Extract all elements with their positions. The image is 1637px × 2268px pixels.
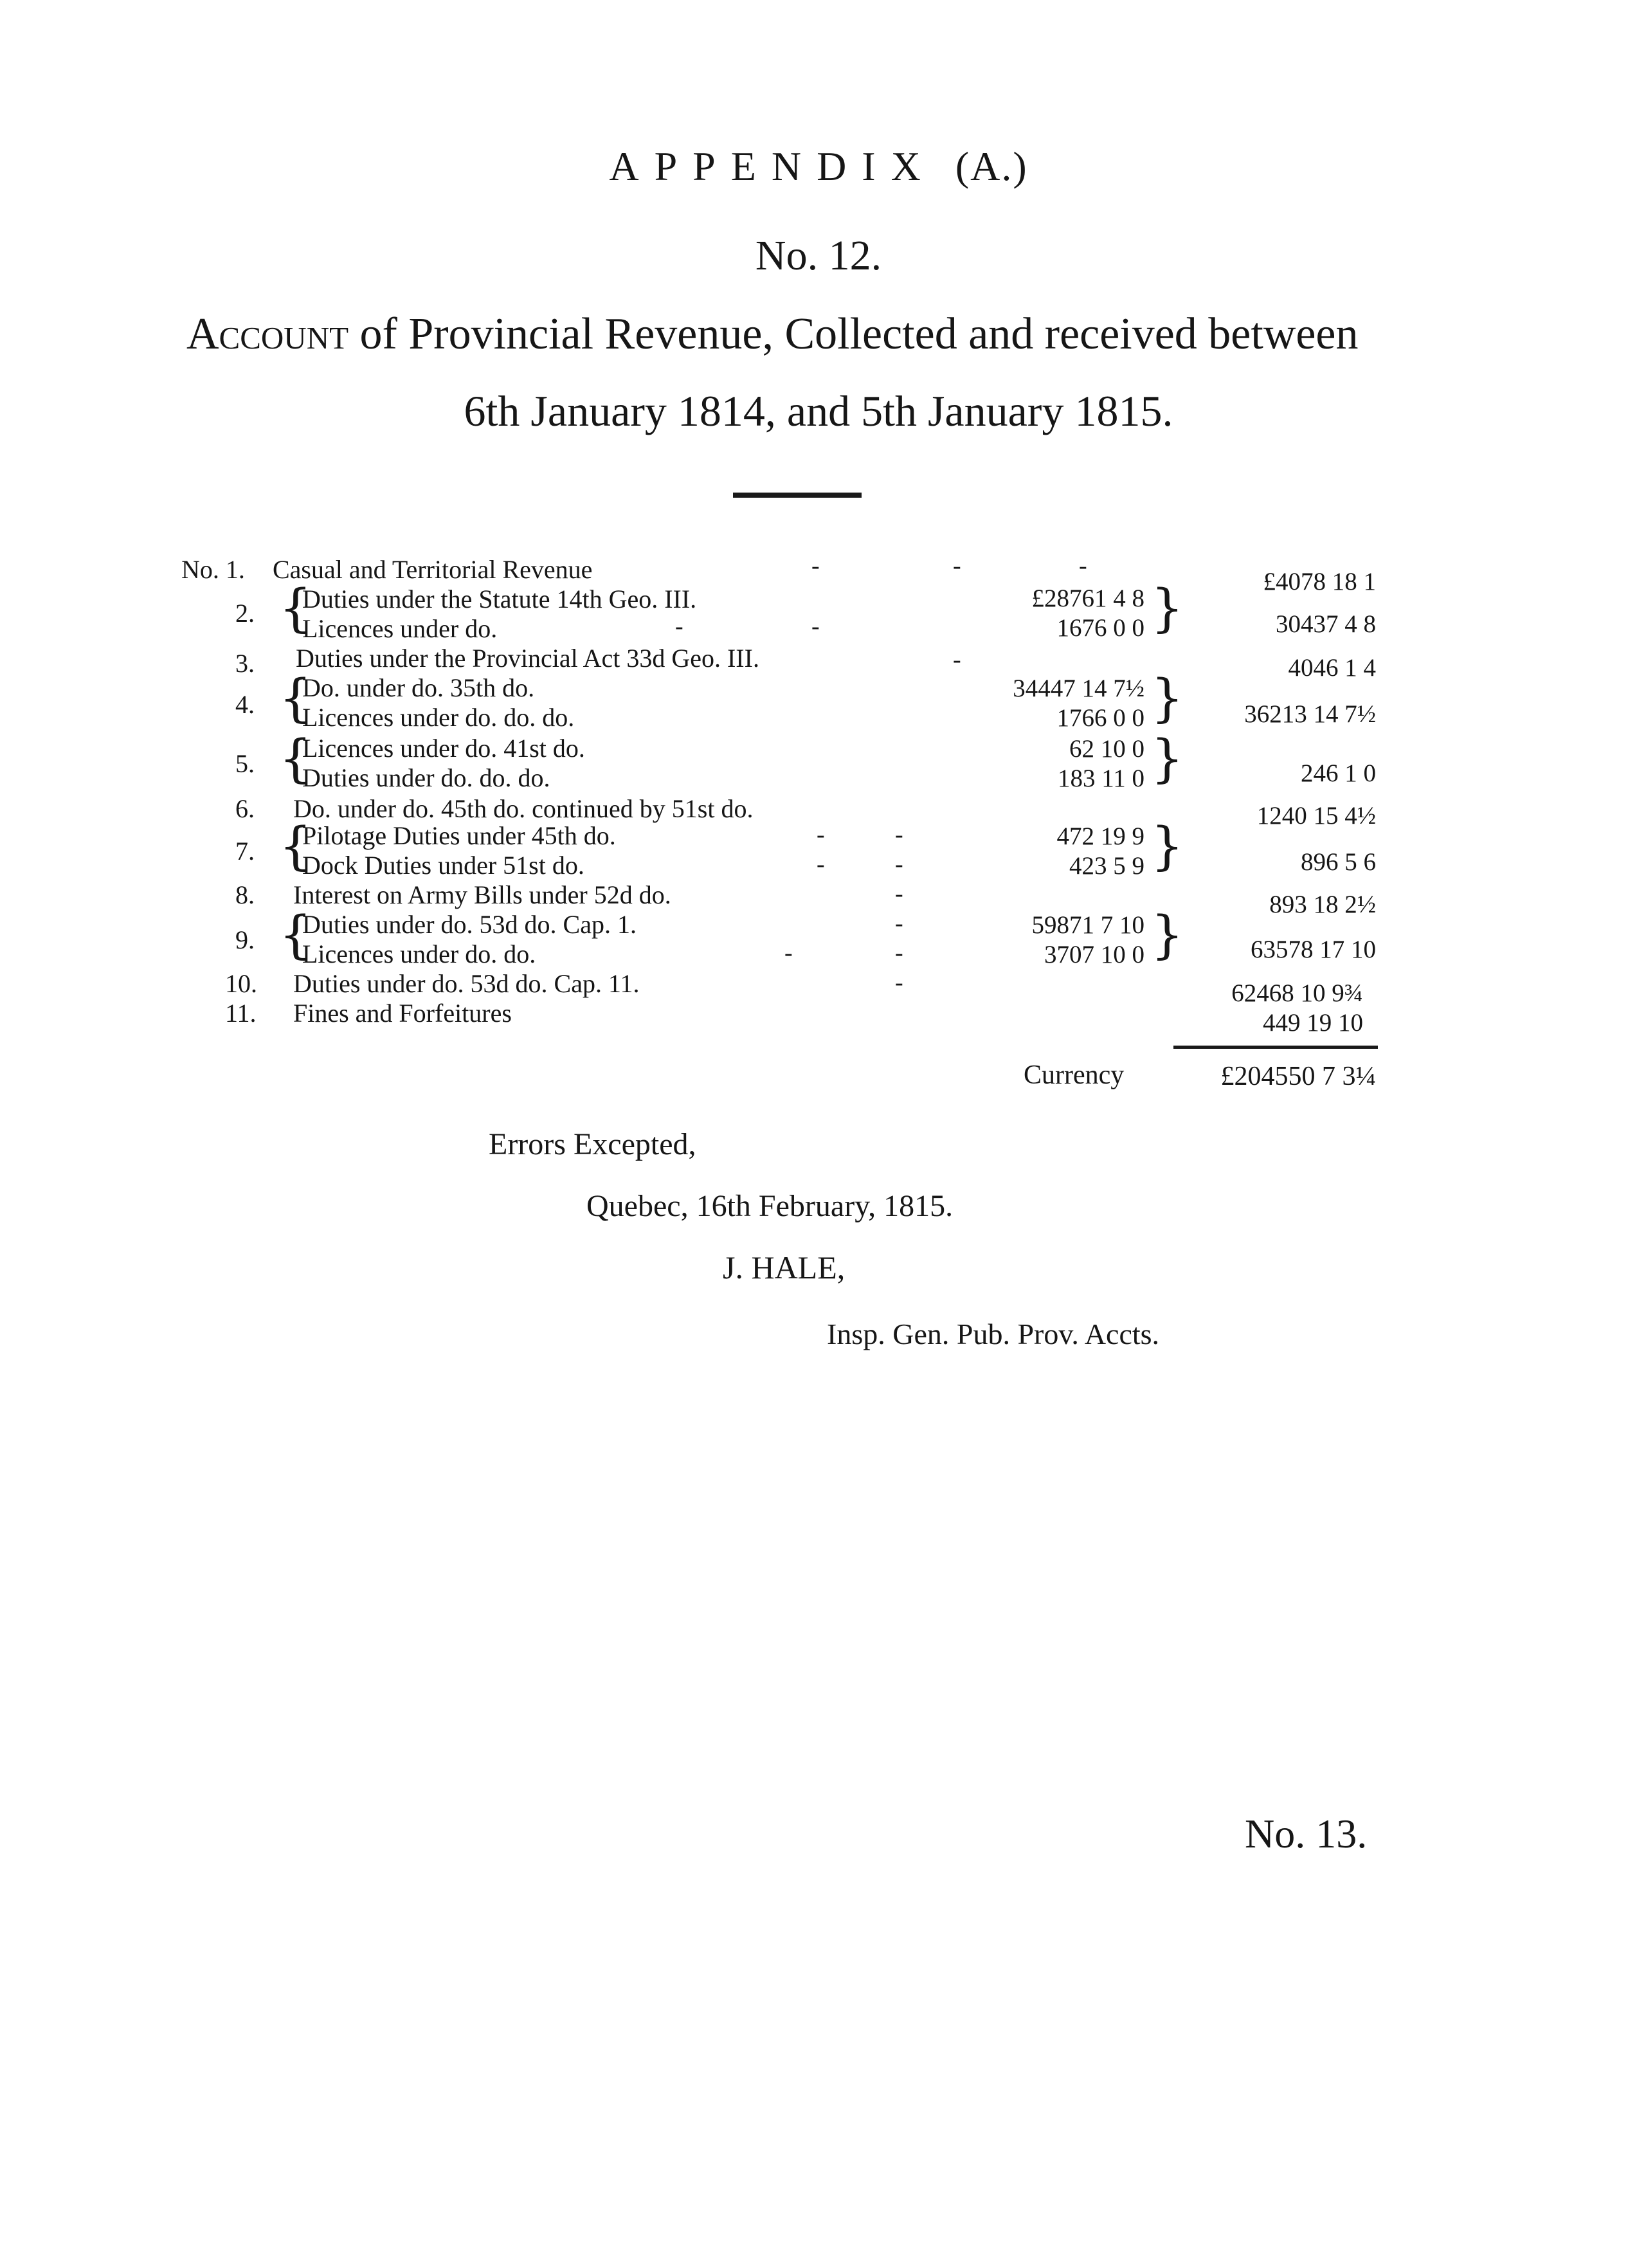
sum-rule — [1173, 1046, 1378, 1049]
document-number: No. 12. — [755, 232, 882, 279]
row-total: 1240 15 4½ — [1256, 802, 1376, 830]
row-label: Interest on Army Bills under 52d do. — [293, 880, 671, 909]
right-brace: } — [1151, 905, 1184, 965]
right-brace: } — [1151, 668, 1184, 728]
left-brace: { — [279, 578, 312, 638]
row-total: 62468 10 9¾ — [1231, 979, 1363, 1007]
row-total: 4046 1 4 — [1288, 654, 1376, 682]
row-label-a: Licences under do. 41st do. — [302, 734, 585, 763]
row-label: Do. under do. 45th do. continued by 51st do. — [293, 794, 754, 823]
document-subtitle: 6th January 1814, and 5th January 1815. — [464, 386, 1173, 435]
row-label: Duties under the Provincial Act 33d Geo. III. — [296, 644, 759, 673]
row-label-a: Duties under do. 53d do. Cap. 1. — [302, 910, 637, 939]
signer-office: Insp. Gen. Pub. Prov. Accts. — [827, 1318, 1160, 1350]
row-label: Casual and Territorial Revenue — [273, 555, 593, 584]
row-total: 63578 17 10 — [1251, 936, 1376, 963]
row-amount-a: 34447 14 7½ — [1013, 675, 1144, 702]
row-amount-b: 3707 10 0 — [1044, 941, 1144, 968]
appendix-heading — [0, 143, 1637, 190]
row-number: 4. — [235, 690, 255, 719]
leader-dash: - — [895, 910, 903, 937]
row-label-a: Duties under the Statute 14th Geo. III. — [302, 585, 697, 613]
leader-dash: - — [811, 552, 820, 579]
row-label-a: Pilotage Duties under 45th do. — [302, 821, 616, 850]
leader-dash: - — [675, 613, 683, 640]
row-number: 11. — [225, 999, 257, 1028]
right-brace: } — [1151, 729, 1184, 788]
row-number: No. 1. — [181, 555, 245, 584]
row-number: 6. — [235, 794, 255, 823]
next-document-number: No. 13. — [1245, 1811, 1368, 1856]
leader-dash: - — [817, 821, 825, 848]
row-total: £4078 18 1 — [1263, 568, 1376, 595]
row-label-b: Licences under do. do. — [302, 939, 536, 968]
left-brace: { — [279, 905, 312, 965]
row-amount-a: 472 19 9 — [1056, 822, 1144, 850]
row-total: 246 1 0 — [1301, 759, 1376, 787]
row-number: 8. — [235, 880, 255, 909]
row-amount-b: 183 11 0 — [1057, 765, 1144, 792]
row-number: 3. — [235, 649, 255, 678]
signer-name: J. HALE, — [723, 1249, 846, 1285]
leader-dash: - — [895, 969, 903, 996]
leader-dash: - — [953, 646, 961, 673]
row-total: 30437 4 8 — [1276, 610, 1376, 638]
row-label: Duties under do. 53d do. Cap. 11. — [293, 969, 640, 998]
row-label: Fines and Forfeitures — [293, 999, 512, 1028]
row-amount-a: 59871 7 10 — [1031, 911, 1144, 939]
row-total: 896 5 6 — [1301, 848, 1376, 876]
row-label-b: Dock Duties under 51st do. — [302, 851, 584, 880]
row-number: 7. — [235, 837, 255, 866]
leader-dash: - — [817, 851, 825, 878]
row-amount-b: 1766 0 0 — [1056, 704, 1144, 732]
row-total: 893 18 2½ — [1269, 891, 1376, 918]
leader-dash: - — [895, 880, 903, 907]
row-amount-a: £28761 4 8 — [1031, 585, 1144, 612]
right-brace: } — [1151, 816, 1184, 876]
row-amount-a: 62 10 0 — [1069, 735, 1144, 763]
row-number: 10. — [225, 969, 257, 998]
leader-dash: - — [895, 851, 903, 878]
leader-dash: - — [895, 821, 903, 848]
leader-dash: - — [895, 939, 903, 966]
row-number: 9. — [235, 925, 255, 954]
appendix-word: APPENDIX — [609, 143, 936, 189]
title-rest: of Provincial Revenue, Collected and received between — [359, 309, 1359, 359]
row-label-b: Duties under do. do. do. — [302, 763, 550, 792]
row-number: 5. — [235, 749, 255, 778]
title-rule — [733, 493, 862, 498]
grand-total: £204550 7 3¼ — [1220, 1062, 1376, 1091]
title-lead: Account — [186, 309, 349, 359]
document-title — [186, 309, 1359, 360]
left-brace: { — [279, 668, 312, 728]
row-label-a: Do. under do. 35th do. — [302, 673, 535, 702]
currency-label: Currency — [1024, 1060, 1125, 1090]
row-label-b: Licences under do. — [302, 614, 498, 643]
appendix-mark: (A.) — [955, 143, 1028, 189]
row-label-b: Licences under do. do. do. — [302, 703, 575, 732]
row-total: 449 19 10 — [1263, 1009, 1363, 1037]
row-number: 2. — [235, 599, 255, 628]
place-date: Quebec, 16th February, 1815. — [586, 1189, 954, 1223]
leader-dash: - — [784, 939, 793, 966]
row-amount-b: 1676 0 0 — [1056, 614, 1144, 642]
left-brace: { — [279, 816, 312, 876]
leader-dash: - — [1079, 552, 1087, 579]
leader-dash: - — [811, 613, 820, 640]
leader-dash: - — [953, 552, 961, 579]
row-total: 36213 14 7½ — [1244, 700, 1376, 728]
right-brace: } — [1151, 578, 1184, 638]
row-amount-b: 423 5 9 — [1069, 852, 1144, 880]
errors-excepted: Errors Excepted, — [489, 1127, 696, 1161]
left-brace: { — [279, 729, 312, 788]
